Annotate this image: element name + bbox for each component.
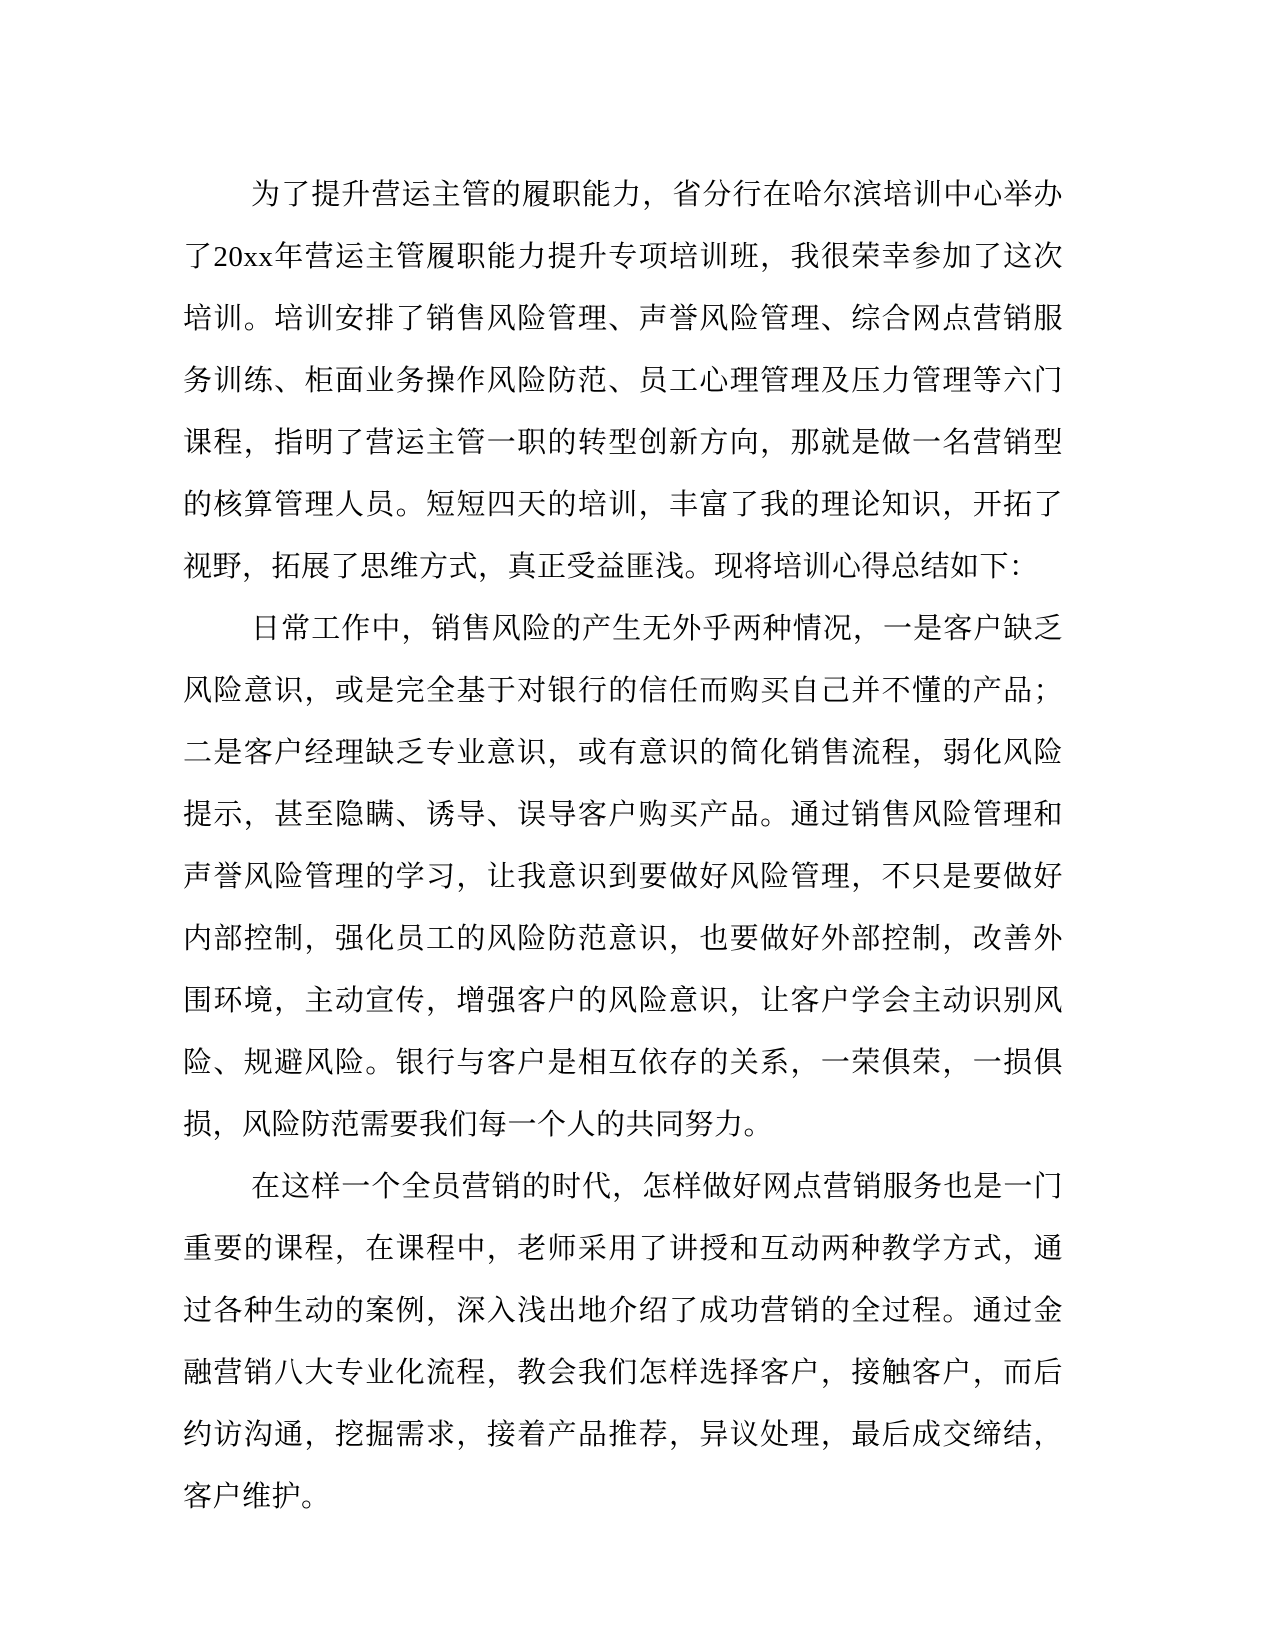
paragraph-marketing-service: 在这样一个全员营销的时代，怎样做好网点营销服务也是一门重要的课程，在课程中，老师采用了讲授和互动两种教学方式，通过各种生动的案例，深入浅出地介绍了成功营销的全过程。通过金融营销八大专业化流程，教会我们怎样选择客户，接触客户，而后约访沟通，挖掘需求，接着产品推荐，异议处理，最后成交缔结，客户维护。	[183, 1171, 1063, 1513]
paragraph-intro: 为了提升营运主管的履职能力，省分行在哈尔滨培训中心举办了20xx年营运主管履职能力提升专项培训班，我很荣幸参加了这次培训。培训安排了销售风险管理、声誉风险管理、综合网点营销服务训练、柜面业务操作风险防范、员工心理管理及压力管理等六门课程，指明了营运主管一职的转型创新方向，那就是做一名营销型的核算管理人员。短短四天的培训，丰富了我的理论知识，开拓了视野，拓展了思维方式，真正受益匪浅。现将培训心得总结如下：	[183, 179, 1063, 583]
paragraph-sales-risk: 日常工作中，销售风险的产生无外乎两种情况，一是客户缺乏风险意识，或是完全基于对银行的信任而购买自己并不懂的产品；二是客户经理缺乏专业意识，或有意识的简化销售流程，弱化风险提示，甚至隐瞒、诱导、误导客户购买产品。通过销售风险管理和声誉风险管理的学习，让我意识到要做好风险管理，不只是要做好内部控制，强化员工的风险防范意识，也要做好外部控制，改善外围环境，主动宣传，增强客户的风险意识，让客户学会主动识别风险、规避风险。银行与客户是相互依存的关系，一荣俱荣，一损俱损，风险防范需要我们每一个人的共同努力。	[183, 613, 1063, 1141]
